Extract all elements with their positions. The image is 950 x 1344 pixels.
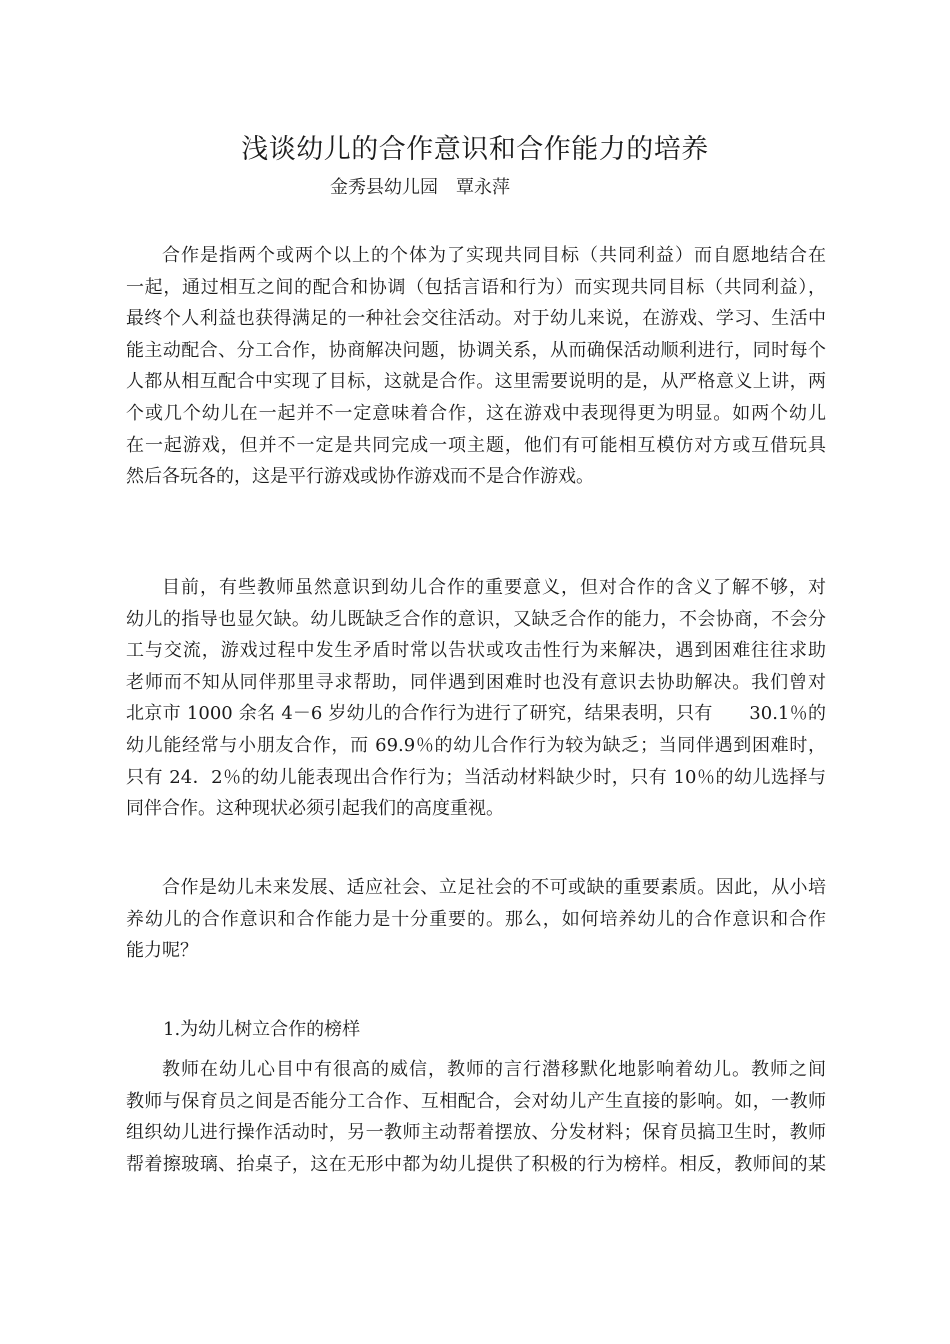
paragraph-role-model [126,1054,826,1180]
paragraph-current-situation [126,572,826,825]
text-line: 幼儿能经常与小朋友合作，而 69.9％的幼儿合作行为较为缺乏；当同伴遇到困难时， [126,734,826,756]
text-line: 教师与保育员之间是否能分工合作、互相配合，会对幼儿产生直接的影响。如，一教师 [126,1090,826,1112]
text-line: 组织幼儿进行操作活动时，另一教师主动帮着摆放、分发材料；保育员搞卫生时，教师 [126,1122,826,1144]
text-line: 个或几个幼儿在一起并不一定意味着合作，这在游戏中表现得更为明显。如两个幼儿 [126,402,826,424]
text-line: 幼儿的指导也显欠缺。幼儿既缺乏合作的意识，又缺乏合作的能力，不会协商，不会分 [126,608,826,630]
text-line: 目前，有些教师虽然意识到幼儿合作的重要意义，但对合作的含义了解不够，对 [162,577,826,598]
document-title: 浅谈幼儿的合作意识和合作能力的培养 [241,134,709,165]
text-line: 能主动配合、分工合作，协商解决问题，协调关系，从而确保活动顺利进行，同时每个 [126,339,826,361]
text-line: 帮着擦玻璃、抬桌子，这在无形中都为幼儿提供了积极的行为榜样。相反，教师间的某 [126,1153,826,1175]
text-line: 教师在幼儿心目中有很高的威信，教师的言行潜移默化地影响着幼儿。教师之间 [162,1059,826,1080]
text-line: 在一起游戏，但并不一定是共同完成一项主题，他们有可能相互模仿对方或互借玩具 [126,434,826,456]
paragraph-definition [126,240,826,493]
text-line: 最终个人利益也获得满足的一种社会交往活动。对于幼儿来说，在游戏、学习、生活中 [126,308,826,330]
text-line: 老师而不知从同伴那里寻求帮助，同伴遇到困难时也没有意识去协助解决。我们曾对 [126,671,826,693]
text-line: 只有 24．2％的幼儿能表现出合作行为；当活动材料缺少时，只有 10％的幼儿选择与 [126,766,826,788]
text-line: 然后各玩各的，这是平行游戏或协作游戏而不是合作游戏。 [126,466,594,488]
author-byline: 金秀县幼儿园 覃永萍 [330,177,510,198]
text-line: 能力呢？ [126,940,198,962]
paragraph-importance [126,872,826,967]
text-line: 北京市 1000 余名 4－6 岁幼儿的合作行为进行了研究，结果表明，只有 30.1％的 [126,703,826,725]
text-line: 人都从相互配合中实现了目标，这就是合作。这里需要说明的是，从严格意义上讲，两 [126,371,826,393]
text-line: 工与交流，游戏过程中发生矛盾时常以告状或攻击性行为来解决，遇到困难往往求助 [126,640,826,662]
section-heading: 1.为幼儿树立合作的榜样 [163,1019,361,1040]
text-line: 养幼儿的合作意识和合作能力是十分重要的。那么，如何培养幼儿的合作意识和合作 [126,908,826,930]
text-line: 合作是幼儿未来发展、适应社会、立足社会的不可或缺的重要素质。因此，从小培 [162,877,826,898]
text-line: 合作是指两个或两个以上的个体为了实现共同目标（共同利益）而自愿地结合在 [162,245,826,266]
text-line: 同伴合作。这种现状必须引起我们的高度重视。 [126,798,504,820]
text-line: 一起，通过相互之间的配合和协调（包括言语和行为）而实现共同目标（共同利益）， [126,276,826,298]
